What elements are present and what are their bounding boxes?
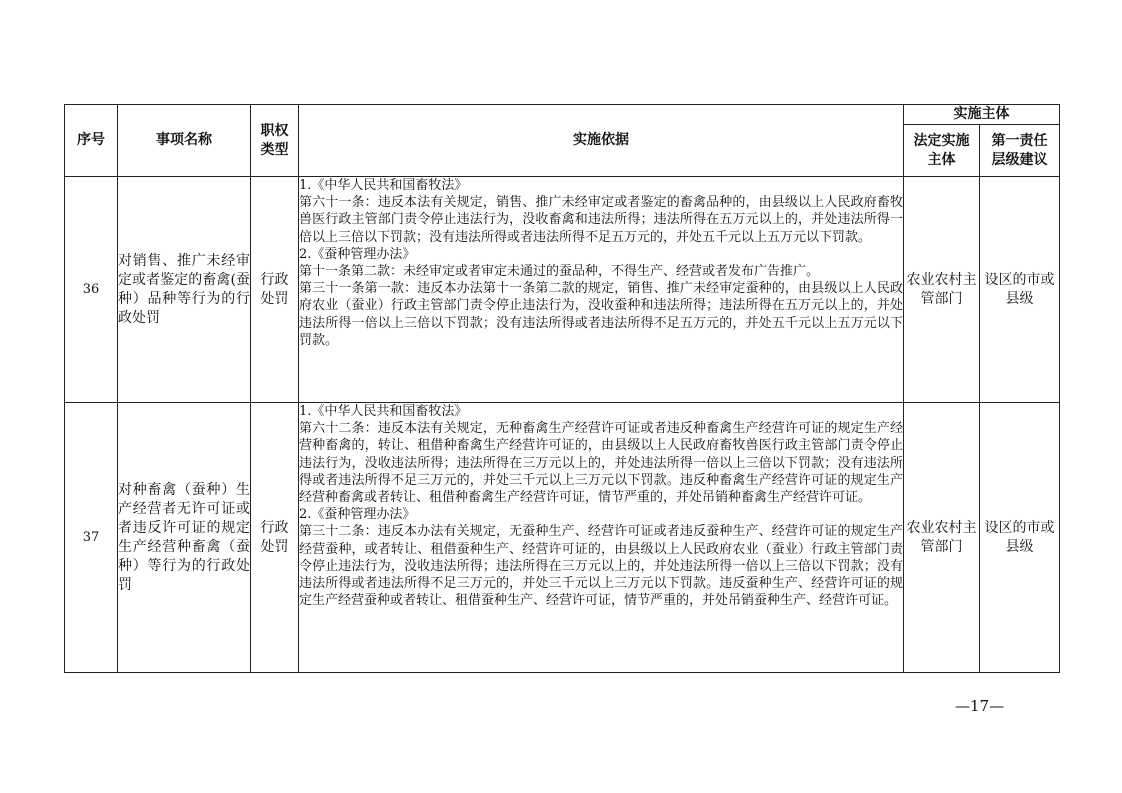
row-authority-type: 行政处罚 bbox=[251, 403, 299, 673]
row-seq: 37 bbox=[65, 403, 118, 673]
basis-article: 第六十二条：违反本法有关规定，无种畜禽生产经营许可证或者违反种畜禽生产经营许可证的规定生产经营种畜禽的，转让、租借种畜禽生产经营许可证的，由县级以上人民政府畜牧兽医行政主管部门责令停止违法行为，没收违法所得；违法所得在三万元以上的，并处违法所得一倍以上三倍以下罚款；没有违法所得或者违法所得不足三万元的，并处三千元以上三万元以下罚款。违反种畜禽生产经营许可证的规定生产经营种畜禽或者转让、租借种畜禽生产经营许可证，情节严重的，并处吊销种畜禽生产经营许可证。 bbox=[299, 421, 903, 506]
header-level-suggestion: 第一责任层级建议 bbox=[980, 125, 1060, 177]
table-row bbox=[65, 403, 1060, 673]
header-legal-subject: 法定实施主体 bbox=[904, 125, 980, 177]
enforcement-table bbox=[64, 104, 1060, 673]
basis-article: 第三十一条第一款：违反本办法第十一条第二款的规定，销售、推广未经审定蚕种的，由县级以上人民政府农业（蚕业）行政主管部门责令停止违法行为，没收蚕种和违法所得；违法所得在五万元以上的，并处违法所得一倍以上三倍以下罚款；没有违法所得或者违法所得不足五万元的，并处五千元以上五万元以下罚款。 bbox=[299, 281, 903, 348]
basis-article: 第六十一条：违反本法有关规定，销售、推广未经审定或者鉴定的畜禽品种的，由县级以上人民政府畜牧兽医行政主管部门责令停止违法行为，没收畜禽和违法所得；违法所得在五万元以上的，并处违法所得一倍以上三倍以下罚款；没有违法所得或者违法所得不足五万元的，并处五千元以上五万元以下罚款。 bbox=[299, 195, 903, 245]
basis-law-title: 1.《中华人民共和国畜牧法》 bbox=[299, 404, 468, 419]
row-legal-basis bbox=[299, 177, 904, 403]
basis-article: 第三十二条：违反本办法有关规定，无蚕种生产、经营许可证或者违反蚕种生产、经营许可证的规定生产经营蚕种，或者转让、租借蚕种生产、经营许可证的，由县级以上人民政府农业（蚕业）行政主管部门责令停止违法行为，没收违法所得；违法所得在三万元以上的，并处违法所得一倍以上三倍以下罚款；没有违法所得或者违法所得不足三万元的，并处三千元以上三万元以下罚款。违反蚕种生产、经营许可证的规定生产经营蚕种或者转让、租借蚕种生产、经营许可证，情节严重的，并处吊销蚕种生产、经营许可证。 bbox=[299, 524, 903, 609]
row-legal-basis bbox=[299, 403, 904, 673]
basis-law-title: 2.《蚕种管理办法》 bbox=[299, 246, 416, 262]
header-name: 事项名称 bbox=[118, 105, 251, 177]
page-number: —17— bbox=[955, 697, 1005, 715]
header-seq: 序号 bbox=[65, 105, 118, 177]
header-type: 职权类型 bbox=[251, 105, 299, 177]
header-basis: 实施依据 bbox=[299, 105, 904, 177]
row-level-suggestion: 设区的市或县级 bbox=[980, 177, 1060, 403]
row-seq: 36 bbox=[65, 177, 118, 403]
table-row bbox=[65, 177, 1060, 403]
row-legal-subject: 农业农村主管部门 bbox=[904, 403, 980, 673]
basis-law-title: 2.《蚕种管理办法》 bbox=[299, 507, 416, 523]
row-level-suggestion: 设区的市或县级 bbox=[980, 403, 1060, 673]
basis-article: 第十一条第二款：未经审定或者审定未通过的蚕品种，不得生产、经营或者发布广告推广。 bbox=[299, 264, 820, 280]
basis-law-title: 1.《中华人民共和国畜牧法》 bbox=[299, 178, 468, 193]
row-legal-subject: 农业农村主管部门 bbox=[904, 177, 980, 403]
row-item-name: 对销售、推广未经审定或者鉴定的畜禽(蚕种）品种等行为的行政处罚 bbox=[118, 177, 251, 403]
header-subject-group: 实施主体 bbox=[904, 105, 1060, 125]
row-authority-type: 行政处罚 bbox=[251, 177, 299, 403]
row-item-name: 对种畜禽（蚕种）生产经营者无许可证或者违反许可证的规定生产经营种畜禽（蚕种）等行为的行政处罚 bbox=[118, 403, 251, 673]
